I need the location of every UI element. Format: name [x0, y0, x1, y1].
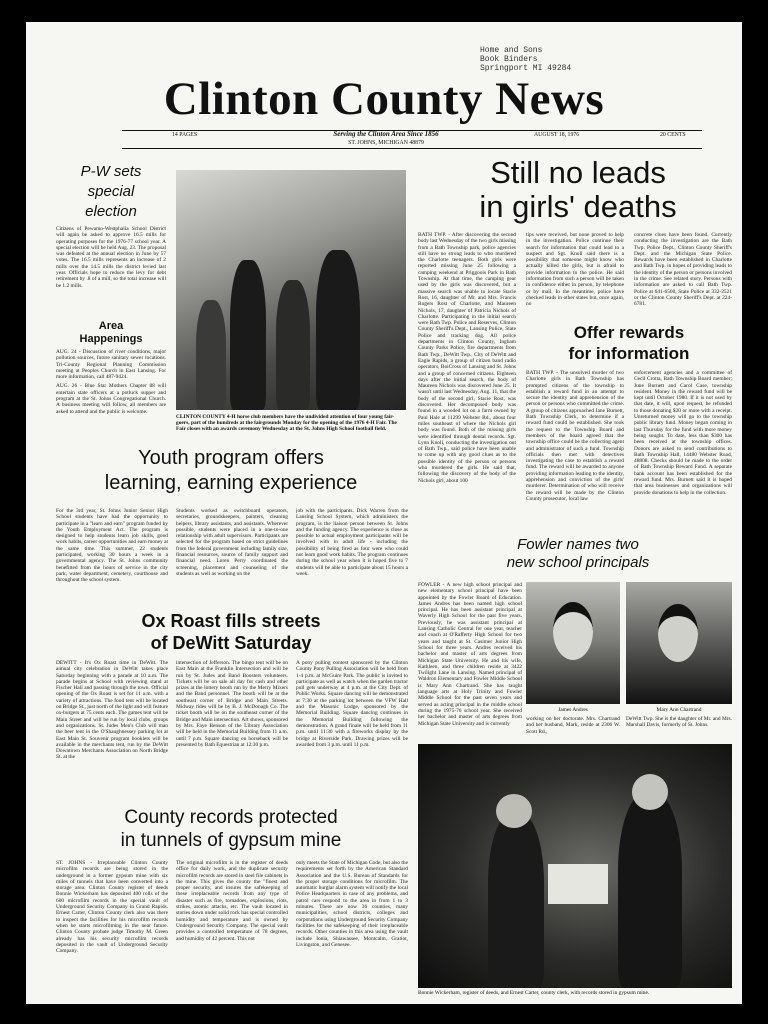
issue-date: AUGUST 18, 1976 [534, 132, 580, 138]
horse-club-photo [176, 170, 406, 410]
article-body: Citizens of Pewamo-Westphalia School District will again be asked to approve 16.5 mills for operating purposes for the 1976-77 school year. A special election will be held Aug. 23. The proposal was defeated at the annual election in June by 57 votes. The 16.5 mills represents an increase of 2 mills over the 14.5 mills the district levied last year. Officials hope to reduce the levy for debt retirement by .8 of a mill, so the total increase will be 1.2 mills. [56, 226, 166, 289]
youth-col2: Students worked as switchboard operators, secretaries, groundskeepers, painters, cleaning helpers, library assistants, and assistants. Wherever possible, students were placed in a one-to-one relationship with adult supervisors. Participants are selected for the program based on strict guidelines from the federal government including family size, financial resources, source of family support and financial need. Loren Perry coordinated the screening, placement and counseling of the students as well as working on the [176, 508, 288, 577]
headline: new school principals [506, 554, 650, 571]
slogan: Serving the Clinton Area Since 1856 [333, 130, 439, 138]
headline: of DeWitt Saturday [150, 633, 312, 653]
fowler-body3: DeWitt Twp. She is the daughter of Mr. and Mrs. Marshall Davis, formerly of St. Johns. [626, 716, 732, 729]
headline: Ox Roast fills streets [141, 611, 321, 631]
leads-col3: concrete clues have been found. Currently conducting the investigation are the Bath Twp. Police Dept., Clinton County Sheriff's Dept. and the Michigan State Police. Rewards have been established in Charlotte and Bath Twp. in hopes of providing leads to the identity of the person or persons involved in the crime. See related story. Persons with information are asked to call Bath Twp. Police at 641-6500, State Police at 332-2521 or the Clinton County Sheriff's Dept. at 224-6781. [634, 232, 732, 308]
headline: Offer rewards [573, 323, 685, 342]
headline: for information [568, 344, 690, 363]
price: 20 CENTS [660, 132, 686, 138]
headline: election [85, 203, 137, 220]
photo-caption: Bonnie Wickerham, register of deeds, and Ernest Carter, county clerk, with records stored in gypsum mine. [418, 990, 650, 996]
headline: Youth program offers [138, 447, 324, 469]
leads-headline [418, 156, 738, 224]
ox-headline [56, 610, 406, 654]
headline: in girls' deaths [479, 189, 677, 224]
leads-col1: BATH TWP. - After discovering the second body last Wednesday of the two girls missing from a Bath Township park, police agencies still have no strong leads to who murdered the Charlotte teenagers. Both girls were reported missing June 25 following a camping weekend at Priggoois Park in Bath Township. At that time, the camping gear used by the girls was discovered, but a massive search was unable to locate Stacie Rost, 16, daughter of Mr. and Mrs. Francis Rogers Rost of Charlotte, and Maureen Nichols, 17, daughter of Patricia Nichols of Charlotte. Participating in the initial search were Bath Twp. Police and Reserves, Clinton County Sheriff's Dept., Lansing Police, State Police and tracking dog. All police departments in Clinton County, Ingham County Parks Police, fire departments from Bath Twp., DeWitt Twp., City of DeWitt and Eagle Rapids, a group of citizen band radio operators, BoiCross of Lansing and St. Johns and a group of concerned citizens. Eighteen days after the initial search, the body of Maureen Nichols was discovered June 25. It wasn't until last Wednesday, Aug. 11, that the body of the second girl, Stacie Rost, was discovered. Her decomposed body was found in a wooded lot on a farm owned by Paul Hale at 11299 Webster Rd., about four miles southeast of where the Nichols girl body was found. Both of the missing girls were identified through dental records. Sgt. Lynn Knoll, conducting the investigation out of Bath Twp., said police have been unable to come up with any good clues as to the possible identity of the person or persons who murdered the girls. He said that, following the discovery of the body of the Nichols girl, about 100 [418, 232, 516, 484]
headline: Area [98, 320, 124, 332]
andres-photo [526, 582, 620, 704]
youth-col1: For the 3rd year, St. Johns Junior Senior High School students have had the opportunity to participate in a "learn and earn" program funded by the Youth Employment Act. The program is designed to help students learn job skills, good work habits, career opportunities and earn money at the same time. This summer, 22 students participated, working 30 hours a week in a governmental agency. The St. Johns community benefitted from the hours of service in the city park, water department, cemetery, courthouse and throughout the school system. [56, 508, 168, 584]
article-body: AUG. 24 - Discussion of river conditions, major pollution sources, future sanitary sewer locations. Tri-County Regional Planning Commission meeting at Peoples Church in East Lansing. For more information, call 487-9424. [56, 349, 166, 381]
headline: in tunnels of gypsum mine [120, 830, 342, 851]
ox-col2: intersection of Jefferson. The bingo tent will be on East Main at the Franklin Intersection and will be run by St. Judes and Band Boosters volunteers. Tickets will be on sale all day for cash and other prizes at the lottery booth run by the Merry Mixers and the Band personnel. The booth will be at the southeast corner of Bridge and Main Streets. Midway rides will be by B. J. McDonagh Co. The ticket booth will be on the southeast corner of the Bridge and Main intersection. Art shows, sponsored by Mrs. Faye Benson of the Library Association will be held in the Memorial Building from 11 a.m. until 7 p.m. Square dancing on horseback will be presented by Bath Equestrian at 12:30 p.m. [176, 660, 288, 748]
gypsum-mine-photo [418, 744, 732, 988]
leads-col2: tips were received, but none proved to help in the investigation. Police continue their search for information that could lead to a suspect and Sgt. Knoll said there is a possibility that someone might know who actually killed the girls, but is afraid to provide information to the police. He said information from such a person will be taken in confidence either in person, by telephone or by mail. In the meantime, police have checked leads in other states but, once again, no [526, 232, 624, 308]
bindery-stamp [480, 46, 571, 73]
rewards-col2: enforcement agencies and a committee of Cecil Crotta, Bath Township Board member; June Burnett and Carol Case, township resident. Money in the reward fund will be kept until October 1980. If it is not used by that date, it will, upon request, be refunded to those donating $20 or more with a receipt. Unreturned money will go to the township public library fund. Money began coming in last Thursday for the fund with more money being sought. To date, less than $300 has been received at the township offices. Donors are asked to send contributions to Bath Township Hall, 14480 Webster Road, 48808. Checks should be made to the order of Bath Township Reward Fund. A separate bank account has been established for the reward fund. Mrs. Burnett said it is hoped that area businesses and organizations will provide donations to help in the collection. [634, 370, 732, 496]
headline: Fowler names two [517, 536, 639, 553]
ox-col3: A pony pulling contest sponsored by the Clinton County Pony Pulling Association will be held from 1-4 p.m. at McGuire Park. The public is invited to participate as well as watch when the garden tractor pull gets underway at 4 p.m. at the City Dept. of Public Works. Square dancing will be demonstrated at 7:30 at the parking lot between the VFW Hall and the Masonic Lodge, sponsored by the Memorial Building. Square dancing continues in the Memorial Building following the demonstration. A grand finale will be held from 11 p.m. until 11:30 with a fireworks display by the bridge at Riverside Park. Drawing prizes will be awarded from 3 p.m. until 11 p.m. [296, 660, 408, 748]
photo-caption: James Andres [558, 707, 588, 713]
page-count: 14 PAGES [172, 132, 198, 138]
photo-caption: Mary Ann Chartrand [656, 707, 702, 713]
fowler-body2: working on her doctorate. Mrs. Chartrand and her husband, Mark, reside at 2306 W. Scott Rd., [526, 716, 620, 735]
stamp-line: Home and Sons [480, 46, 543, 55]
masthead-title: Clinton County News [163, 73, 605, 125]
stamp-line: Book Binders [480, 55, 538, 64]
county-col3: only meets the State of Michigan Code, but also the requirements set forth by the American Standard Association and the U.S. Bureau of Standards for the proper storage conditions for microfilm. The automatic burglar alarm system will notify the local Police Headquarters in case of any problems, and patrol cars respond to the area in from 1 to 3 minutes. There are now 36 counties, many municipalities, school districts, colleges and corporations using Underground Security Company facilities for the safekeeping of their irreplaceable records. Other counties in this area using the vault include Ionia, Shiawassee, Montcalm, Gratiot, Livingston, and Genesee. [296, 860, 408, 948]
county-col1: ST. JOHNS - Irreplaceable Clinton County microfilm records are being stored in the underground in a former gypsum mine with six miles of tunnels that have been converted into a storage area. Clinton County register of deeds Bonnie Wickerham has deposited 400 rolls of the 600 microfilm records in the special vault of Underground Security Company in Grand Rapids. Ernest Carter, Clinton County clerk also was there to inspect the facilities for his microfilm records when he starts microfilming in the near future. Clinton County probate judge Timothy M. Green already has his security microfilm records deposited in the vault of Underground Security Company. [56, 860, 168, 955]
fowler-body: FOWLER - A new high school principal and new elementary school principal have been appointed by the Fowler Board of Education. James Andres has been named high school principal. He has been assistant principal at Waverly High School for the past five years. Previously, he was assistant principal at Lansing Catholic Central for one year, teacher and coach at O'Rafferty High School for two years and taught at St. Casimer Junior High School for three years. Andres received his bachelor and master of arts degrees from Michigan State University. He and his wife, Kathleen, and three children reside at 3422 Twilight Lane in Lansing. Named principal of Waldron Elementary and Fowler Middle School is Mary Ann Chartrand. She has taught language arts at Holy Trinity and Fowler Middle School for the past seven years and served as acting principal in the middle school during the 1975-76 school year. She received her bachelor and master of arts degrees from Michigan State University and is currently [418, 582, 522, 727]
article-body: AUG. 26 - Blue Star Mothers Chapter 88 will entertain state officers at a potluck supper and program at the St. Johns Congregational Church. A business meeting will follow, all members are asked to attend and the public is welcome. [56, 383, 166, 415]
headline: County records protected [124, 807, 338, 828]
headline: learning, earning experience [104, 472, 358, 494]
location: ST. JOHNS, MICHIGAN 48879 [348, 140, 424, 146]
headline: special [87, 183, 135, 200]
county-col2: The original microfilm is in the register of deeds office for daily work, and the duplicate security microfilm records are stored in steel file cabinets in the mine. This gives the county the "finest and proper security, and insures the safekeeping of these irreplaceable records from any type of disaster such as fire, tornadoes, explosions, riots, strikes, atomic attacks, etc. The vault located in stories down under solid rock has special controlled humidity and temperature and is owned by Underground Security Company. The special vault provides a controlled temperature of 78 degrees, and humidity of 42 percent. This not [176, 860, 288, 942]
stamp-line: Springport MI 49284 [480, 64, 572, 73]
youth-headline [56, 446, 406, 496]
rewards-col1: BATH TWP. - The unsolved murder of two Charlotte girls in Bath Township has prompted citizens of the township to establish a reward fund in an attempt to secure the identity and apprehension of the person or persons who committed the crime. A group of citizens approached Jane Burnett, Bath Township Clerk, to determine if a reward fund could be established. She took the request to the Township Board and members of the board agreed that the township office could be the collecting agent and administrator of such a fund. Township officials then met with detectives investigating the case to establish a reward fund. The reward will be awarded to anyone providing information leading to the identity, apprehension and conviction of the girls' murderer. Determination of who will receive the reward will be made by the Clinton County prosecutor, local law [526, 370, 624, 502]
county-headline [56, 806, 406, 852]
photo-caption: CLINTON COUNTY 4-H horse club members have the undivided attention of four young fair-goers, part of the hundreds at the fairgrounds Monday for the opening of the 1976 4-H Fair. The Fair closes with an awards ceremony Wednesday at the St. Johns High School football field. [176, 414, 397, 433]
chartrand-photo [626, 582, 732, 704]
rewards-headline [526, 322, 732, 364]
headline: P-W sets [80, 163, 142, 180]
pw-article [56, 162, 166, 289]
ox-col1: DEWITT - It's Ox Roast time in DeWitt. The annual city celebration in DeWitt takes place Saturday beginning with a parade at 10 a.m. The parade begins at School with reviewing stand at Fischer Hall and passing through the town. Official opening of the Ox Roast is set for 11 a.m. with a variety of attractions. The food tent will be located on Bridge St., just north of the light and will feature ox-burgers at 75 cents each. The games tent will be Main Street and will be run by local clubs, groups and organizations. St. Judes Men's Club will man the beer tent in the O'Shaughnessey parking lot at East Main St. Souvenir program booklets will be available in the merchants tent, run by the DeWitt Downtown Merchants Association on North Bridge St. at the [56, 660, 168, 761]
youth-col3: job with the participants. Dick Warren from the Lansing School System, which administers the program, is the liaison person between St. Johns and the funding agency. The experience is close as possible to actual employment participants will be involved with in adult life - including the possibility of being fired as four were who could not learn good work habits. The program continues during the school year when it is hoped five to 7 students will be able to participate about 15 hours a week. [296, 508, 408, 577]
headline: Happenings [79, 333, 143, 345]
area-happenings [56, 320, 166, 415]
headline: Still no leads [490, 155, 666, 190]
fowler-headline [418, 536, 738, 572]
newspaper-page [26, 22, 742, 1004]
